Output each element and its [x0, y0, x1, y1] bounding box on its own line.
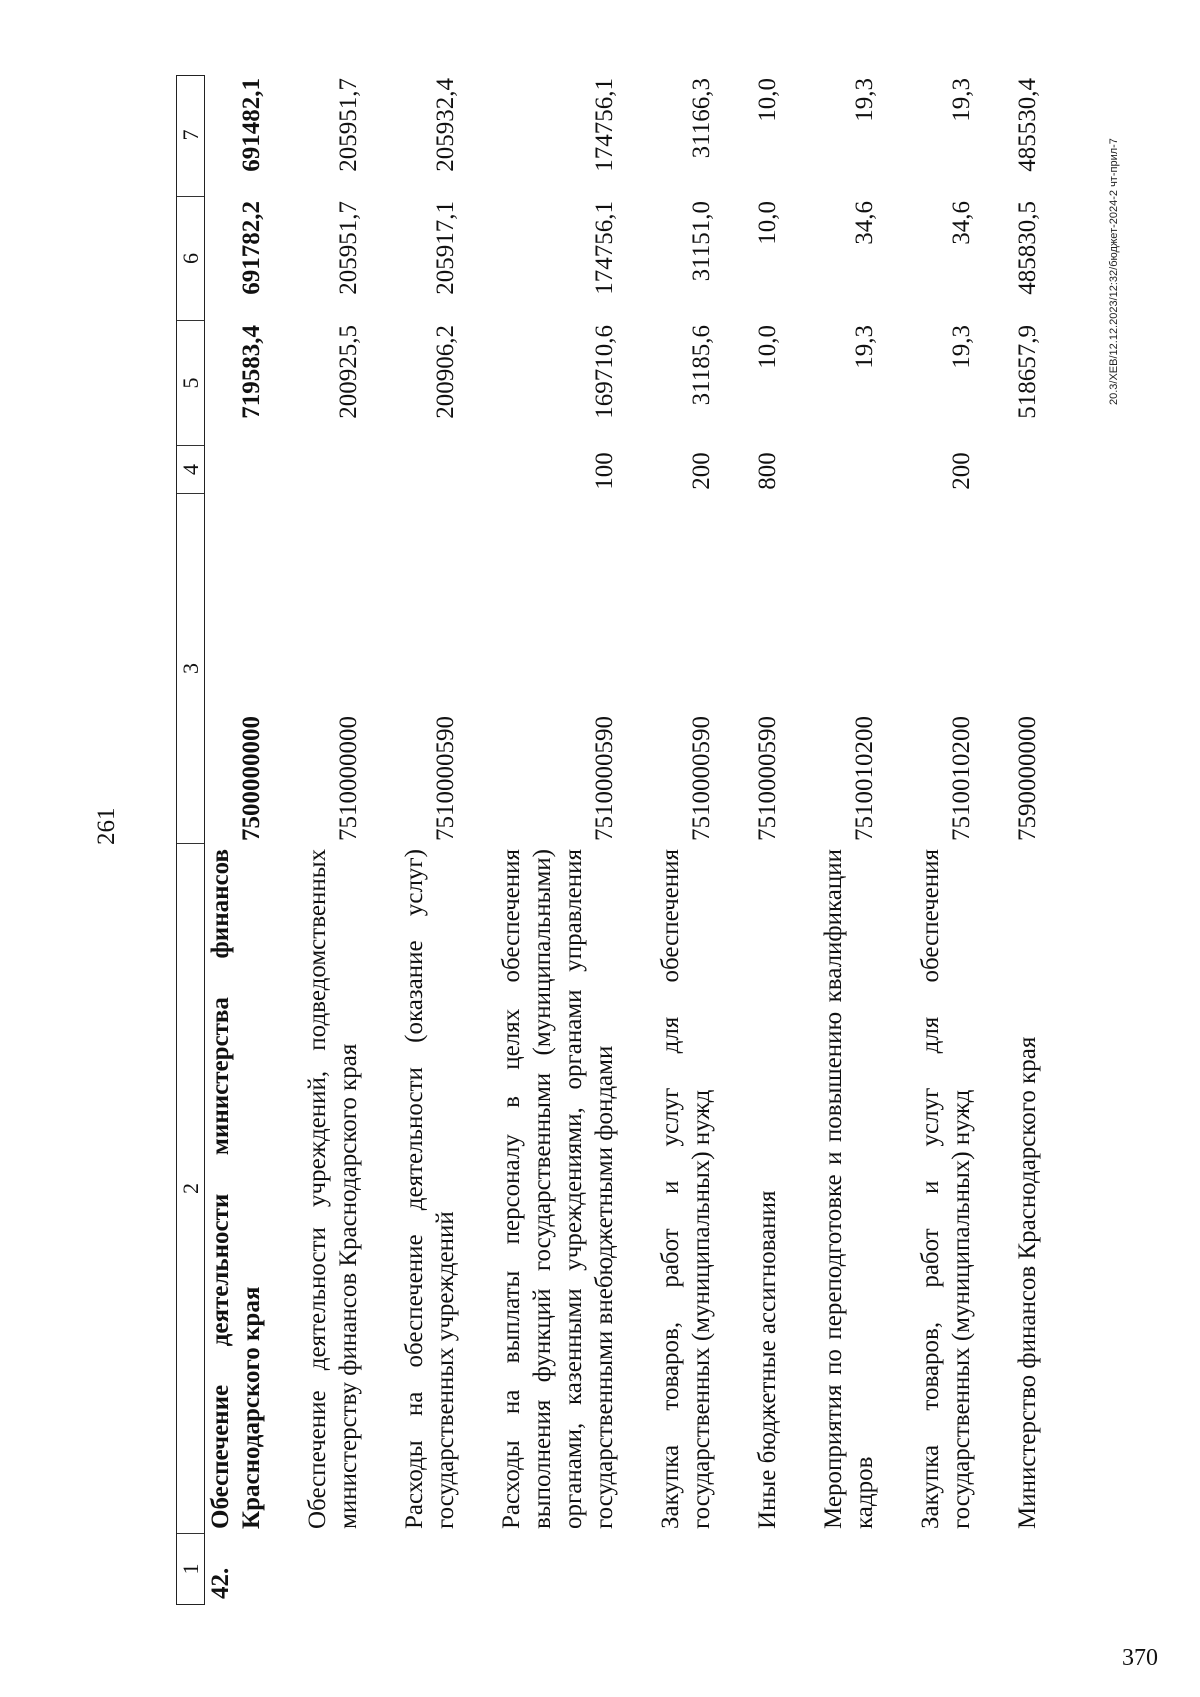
column-header: 1 — [178, 1563, 203, 1575]
amount-col6 — [1012, 198, 1043, 322]
target-code-text: 7590000000 — [1014, 716, 1041, 841]
target-code-text: 7510010200 — [948, 716, 975, 841]
table-row — [752, 75, 783, 1605]
column-header: 4 — [177, 446, 204, 494]
page-number: 261 — [93, 807, 120, 845]
column-header: 5 — [177, 321, 204, 446]
table-row — [1012, 75, 1043, 1605]
table-row — [818, 75, 880, 1605]
target-code — [655, 495, 717, 845]
row-number — [205, 1535, 267, 1605]
amount-col6-text: 485830,5 — [1014, 201, 1041, 295]
expense-type-text: 800 — [754, 452, 781, 490]
row-name — [818, 845, 880, 1535]
amount-col6-text: 174756,1 — [591, 201, 618, 295]
expense-type — [399, 447, 461, 495]
amount-col7 — [302, 75, 364, 198]
row-number — [399, 1535, 461, 1605]
expense-type — [496, 447, 620, 495]
amount-col6 — [496, 198, 620, 322]
target-code — [205, 495, 267, 845]
amount-col6 — [399, 198, 461, 322]
target-code-text: 7500000000 — [238, 716, 265, 841]
expense-type-text: 200 — [948, 452, 975, 490]
target-code — [915, 495, 977, 845]
target-code-text: 7510000590 — [688, 716, 715, 841]
amount-col7 — [818, 75, 880, 198]
row-number — [302, 1535, 364, 1605]
amount-col7-text: 205932,4 — [432, 78, 459, 172]
amount-col5-text: 719583,4 — [238, 325, 265, 419]
row-name — [399, 845, 461, 1535]
row-name — [915, 845, 977, 1535]
amount-col6 — [302, 198, 364, 322]
amount-col7 — [655, 75, 717, 198]
amount-col5-text: 10,0 — [754, 325, 781, 369]
row-name-text: Расходы на выплаты персоналу в целях обеспечения выполнения функций государственными (муниципальными) органами, казенными учреждениями, органами управления государственными внебюджетными фондами — [498, 849, 618, 1529]
table-row — [915, 75, 977, 1605]
amount-col6-text: 205917,1 — [432, 201, 459, 295]
table-row — [205, 75, 267, 1605]
column-header: 6 — [177, 197, 204, 321]
amount-col5 — [915, 322, 977, 447]
amount-col7-text: 19,3 — [851, 78, 878, 122]
amount-col7-text: 174756,1 — [591, 78, 618, 172]
expense-type — [655, 447, 717, 495]
row-number — [752, 1535, 783, 1605]
target-code-text: 7510000590 — [591, 716, 618, 841]
row-name-text: Иные бюджетные ассигнования — [754, 1190, 781, 1529]
expense-type — [752, 447, 783, 495]
amount-col6-text: 691782,2 — [238, 201, 265, 295]
row-name — [1012, 845, 1043, 1535]
amount-col7-text: 485530,4 — [1014, 78, 1041, 172]
amount-col7 — [752, 75, 783, 198]
amount-col5 — [752, 322, 783, 447]
table-row — [496, 75, 620, 1605]
document-footer-code: 20.3/XEB/12.12.2023/12:32/бюджет-2024-2 чт-прил-7 — [1108, 138, 1120, 405]
amount-col5-text: 200906,2 — [432, 325, 459, 419]
row-name-text: Закупка товаров, работ и услуг для обеспечения государственных (муниципальных) нужд — [917, 849, 975, 1529]
amount-col7-text: 691482,1 — [238, 78, 265, 172]
amount-col7-text: 19,3 — [948, 78, 975, 122]
amount-col5-text: 31185,6 — [688, 325, 715, 406]
target-code — [818, 495, 880, 845]
amount-col6 — [915, 198, 977, 322]
amount-col7 — [915, 75, 977, 198]
target-code — [1012, 495, 1043, 845]
table-row — [655, 75, 717, 1605]
amount-col5 — [496, 322, 620, 447]
amount-col5-text: 200925,5 — [335, 325, 362, 419]
table-row — [302, 75, 364, 1605]
amount-col7 — [205, 75, 267, 198]
amount-col5-text: 19,3 — [948, 325, 975, 369]
row-number — [496, 1535, 620, 1605]
target-code — [302, 495, 364, 845]
expense-type-text: 100 — [591, 452, 618, 490]
amount-col7 — [399, 75, 461, 198]
amount-col5 — [818, 322, 880, 447]
target-code — [496, 495, 620, 845]
target-code — [399, 495, 461, 845]
row-number — [915, 1535, 977, 1605]
row-name — [752, 845, 783, 1535]
row-name — [496, 845, 620, 1535]
row-name — [655, 845, 717, 1535]
table-body — [205, 75, 1043, 1605]
expense-type-text: 200 — [688, 452, 715, 490]
row-name-text: Обеспечение деятельности министерства финансов Краснодарского края — [207, 849, 265, 1529]
row-name — [302, 845, 364, 1535]
amount-col6-text: 34,6 — [851, 201, 878, 245]
expense-type — [302, 447, 364, 495]
sheet-number: 370 — [1122, 1645, 1158, 1671]
row-number — [1012, 1535, 1043, 1605]
row-name-text: Министерство финансов Краснодарского края — [1014, 1036, 1041, 1529]
expense-type — [205, 447, 267, 495]
column-header: 3 — [177, 494, 204, 844]
target-code-text: 7510000000 — [335, 716, 362, 841]
row-name — [205, 845, 267, 1535]
target-code-text: 7510010200 — [851, 716, 878, 841]
expense-type — [1012, 447, 1043, 495]
table-row — [399, 75, 461, 1605]
amount-col5-text: 19,3 — [851, 325, 878, 369]
row-name-text: Закупка товаров, работ и услуг для обеспечения государственных (муниципальных) нужд — [657, 849, 715, 1529]
amount-col6-text: 34,6 — [948, 201, 975, 245]
row-name-text: Расходы на обеспечение деятельности (оказание услуг) государственных учреждений — [401, 849, 459, 1529]
amount-col6 — [655, 198, 717, 322]
amount-col7 — [496, 75, 620, 198]
amount-col7 — [1012, 75, 1043, 198]
table-header — [176, 75, 205, 1605]
amount-col5 — [1012, 322, 1043, 447]
row-number — [818, 1535, 880, 1605]
column-header: 7 — [177, 74, 204, 197]
row-name-text: Мероприятия по переподготовке и повышению квалификации кадров — [820, 849, 878, 1529]
amount-col6-text: 31151,0 — [688, 201, 715, 282]
amount-col6 — [752, 198, 783, 322]
amount-col5-text: 518657,9 — [1014, 325, 1041, 419]
amount-col6-text: 10,0 — [754, 201, 781, 245]
target-code-text: 7510000590 — [754, 716, 781, 841]
row-number — [655, 1535, 717, 1605]
amount-col7-text: 10,0 — [754, 78, 781, 122]
amount-col5 — [655, 322, 717, 447]
target-code-text: 7510000590 — [432, 716, 459, 841]
row-name-text: Обеспечение деятельности учреждений, подведомственных министерству финансов Краснодарского края — [304, 849, 362, 1529]
amount-col5 — [302, 322, 364, 447]
amount-col6-text: 205951,7 — [335, 201, 362, 295]
amount-col7-text: 31166,3 — [688, 78, 715, 159]
amount-col6 — [205, 198, 267, 322]
row-number-text: 42. — [207, 1567, 234, 1599]
amount-col5 — [399, 322, 461, 447]
column-header: 2 — [177, 844, 204, 1534]
amount-col7-text: 205951,7 — [335, 78, 362, 172]
expense-type — [915, 447, 977, 495]
expense-type — [818, 447, 880, 495]
amount-col5-text: 169710,6 — [591, 325, 618, 419]
budget-table — [176, 75, 1043, 1605]
amount-col6 — [818, 198, 880, 322]
target-code — [752, 495, 783, 845]
amount-col5 — [205, 322, 267, 447]
